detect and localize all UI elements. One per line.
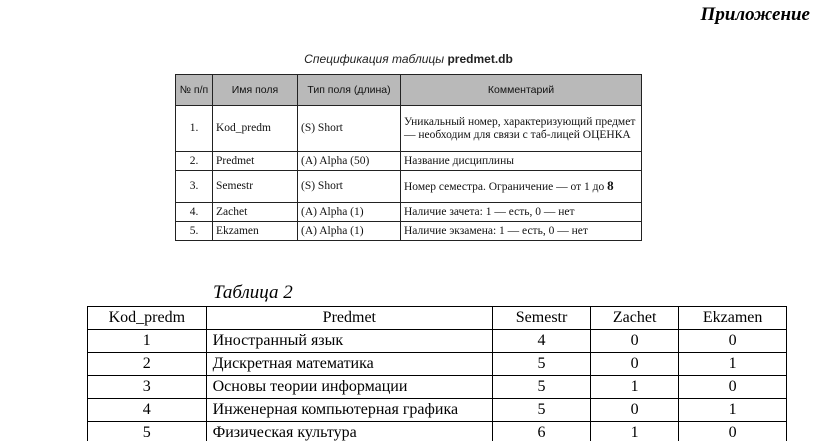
cell-predmet: Физическая культура [206, 422, 492, 441]
cell-zachet: 0 [591, 330, 679, 353]
spec-comment-handwritten-value: 8 [607, 178, 614, 193]
cell-zachet: 0 [591, 353, 679, 376]
spec-cell-type: (S) Short [298, 106, 401, 152]
cell-ekzamen: 0 [679, 376, 787, 399]
spec-cell-name: Ekzamen [213, 222, 298, 241]
spec-cell-name: Semestr [213, 171, 298, 203]
header-predmet: Predmet [206, 307, 492, 330]
cell-zachet: 1 [591, 422, 679, 441]
spec-header-type: Тип поля (длина) [298, 75, 401, 106]
cell-zachet: 0 [591, 399, 679, 422]
cell-kod-predm: 5 [88, 422, 207, 441]
spec-cell-type: (A) Alpha (1) [298, 203, 401, 222]
cell-kod-predm: 1 [88, 330, 207, 353]
cell-ekzamen: 1 [679, 353, 787, 376]
spec-row [176, 152, 642, 171]
spec-cell-type: (A) Alpha (50) [298, 152, 401, 171]
spec-cell-comment: Уникальный номер, характеризующий предмет — необходим для связи с таб-лицей ОЦЕНКА [401, 106, 642, 152]
spec-row [176, 171, 642, 203]
spec-table [175, 74, 642, 241]
spec-row [176, 222, 642, 241]
cell-semestr: 4 [493, 330, 591, 353]
spec-header-name: Имя поля [213, 75, 298, 106]
spec-row [176, 203, 642, 222]
cell-kod-predm: 3 [88, 376, 207, 399]
header-kod-predm: Kod_predm [88, 307, 207, 330]
spec-cell-name: Predmet [213, 152, 298, 171]
appendix-label: Приложение [700, 4, 810, 25]
cell-zachet: 1 [591, 376, 679, 399]
table-row [88, 399, 787, 422]
table2-caption: Таблица 2 [213, 282, 293, 303]
cell-ekzamen: 0 [679, 330, 787, 353]
cell-ekzamen: 0 [679, 422, 787, 441]
spec-cell-name: Zachet [213, 203, 298, 222]
spec-cell-comment: Наличие экзамена: 1 — есть, 0 — нет [401, 222, 642, 241]
spec-cell-num: 5. [176, 222, 213, 241]
table-row [88, 353, 787, 376]
spec-table-caption [175, 52, 642, 66]
cell-kod-predm: 2 [88, 353, 207, 376]
cell-predmet: Дискретная математика [206, 353, 492, 376]
header-zachet: Zachet [591, 307, 679, 330]
spec-caption-file: predmet.db [447, 52, 513, 66]
spec-cell-type: (A) Alpha (1) [298, 222, 401, 241]
subjects-header-row [88, 307, 787, 330]
table-row [88, 376, 787, 399]
spec-cell-num: 4. [176, 203, 213, 222]
spec-header-num: № п/п [176, 75, 213, 106]
spec-cell-num: 2. [176, 152, 213, 171]
cell-ekzamen: 1 [679, 399, 787, 422]
spec-cell-comment: Наличие зачета: 1 — есть, 0 — нет [401, 203, 642, 222]
cell-kod-predm: 4 [88, 399, 207, 422]
cell-semestr: 5 [493, 376, 591, 399]
spec-caption-lead: Спецификация таблицы [304, 52, 445, 66]
header-semestr: Semestr [493, 307, 591, 330]
spec-comment-text: Номер семестра. Ограничение — от 1 до [404, 181, 605, 193]
cell-semestr: 6 [493, 422, 591, 441]
subjects-table [87, 306, 787, 441]
spec-row [176, 106, 642, 152]
table-row [88, 330, 787, 353]
cell-semestr: 5 [493, 353, 591, 376]
spec-cell-name: Kod_predm [213, 106, 298, 152]
spec-cell-num: 3. [176, 171, 213, 203]
spec-header-row [176, 75, 642, 106]
table-row [88, 422, 787, 441]
header-ekzamen: Ekzamen [679, 307, 787, 330]
spec-cell-num: 1. [176, 106, 213, 152]
spec-cell-comment: Название дисциплины [401, 152, 642, 171]
cell-predmet: Инженерная компьютерная графика [206, 399, 492, 422]
spec-cell-type: (S) Short [298, 171, 401, 203]
spec-cell-comment [401, 171, 642, 203]
spec-header-comment: Комментарий [401, 75, 642, 106]
cell-predmet: Иностранный язык [206, 330, 492, 353]
cell-semestr: 5 [493, 399, 591, 422]
cell-predmet: Основы теории информации [206, 376, 492, 399]
